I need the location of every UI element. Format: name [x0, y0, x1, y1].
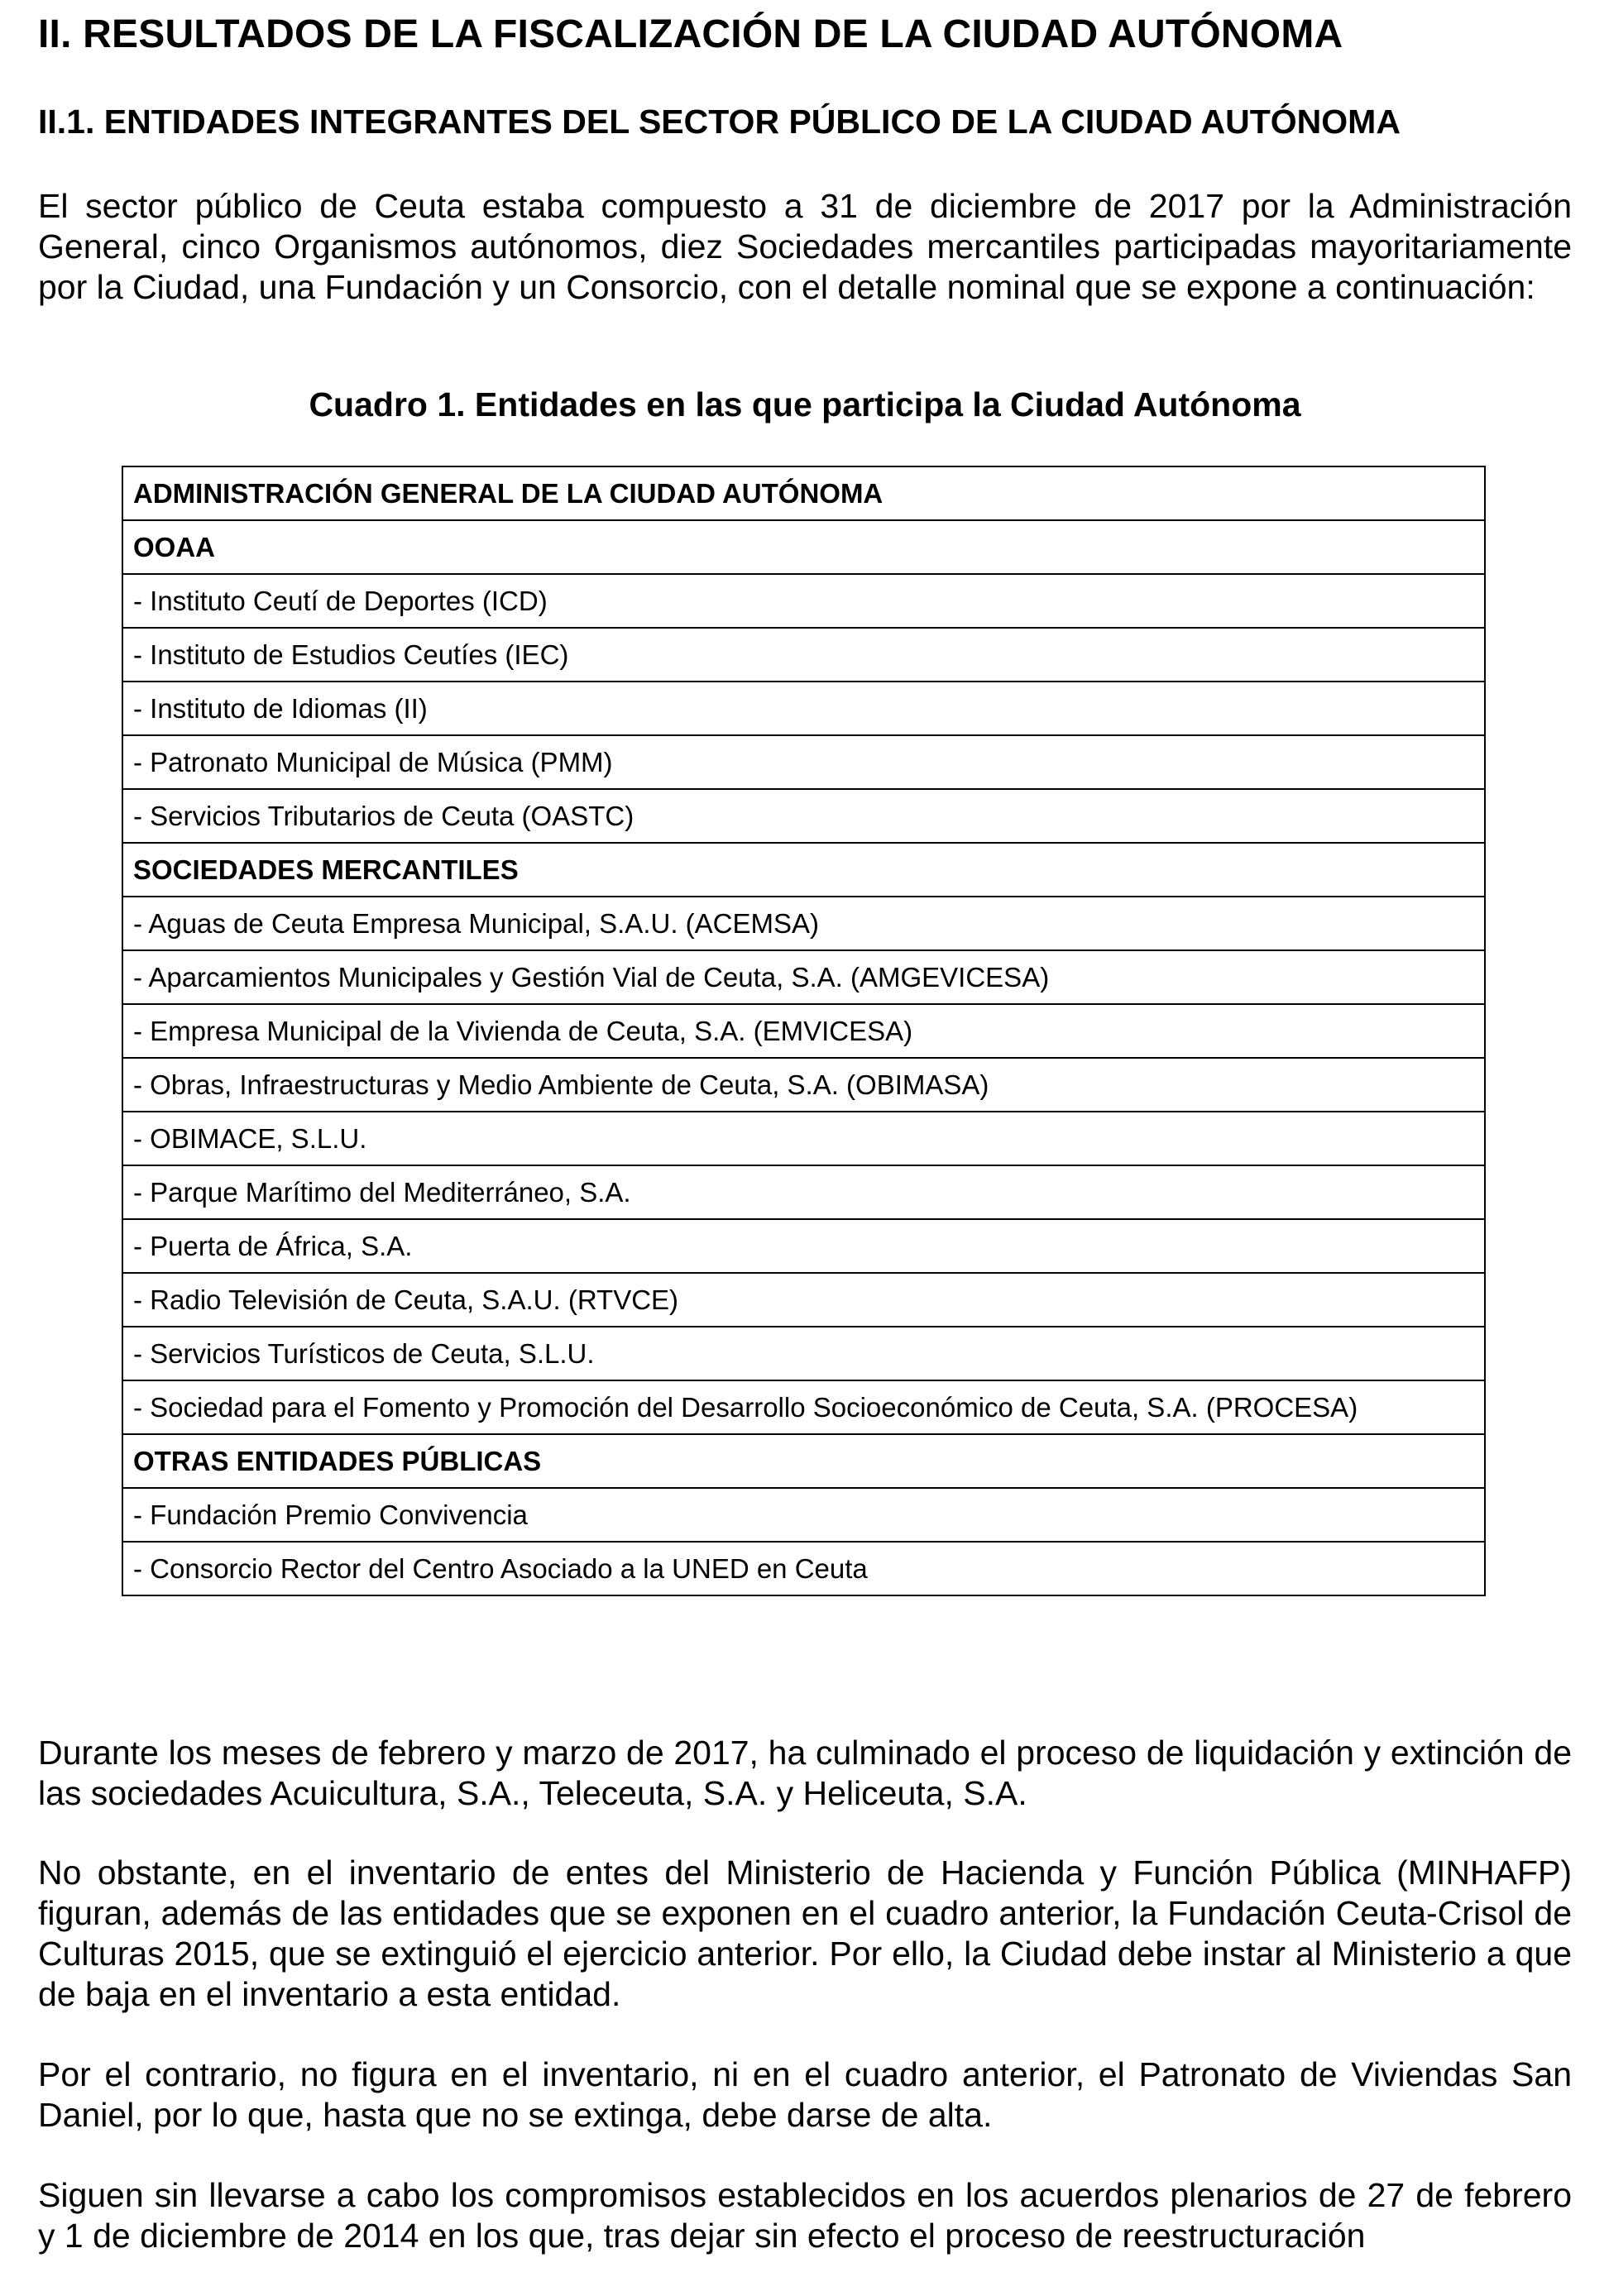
table-row — [122, 1004, 1485, 1058]
table-row — [122, 1058, 1485, 1112]
table-row — [122, 574, 1485, 628]
table-row — [122, 735, 1485, 789]
entity-cell: - Patronato Municipal de Música (PMM) — [122, 735, 1485, 789]
intro-paragraph: El sector público de Ceuta estaba compuesto a 31 de diciembre de 2017 por la Administración General, cinco Organismos autónomos, diez Sociedades mercantiles participadas mayoritariamente por la Ciudad, una Fundación y un Consorcio, con el detalle nominal que se expone a continuación: — [38, 187, 1572, 306]
entity-cell: - Servicios Turísticos de Ceuta, S.L.U. — [122, 1327, 1485, 1380]
table-row — [122, 1380, 1485, 1434]
table-row — [122, 628, 1485, 682]
entity-cell: - Servicios Tributarios de Ceuta (OASTC) — [122, 789, 1485, 843]
table-row — [122, 682, 1485, 735]
entity-cell: - Consorcio Rector del Centro Asociado a la UNED en Ceuta — [122, 1542, 1485, 1595]
table-row — [122, 1273, 1485, 1327]
table-row — [122, 789, 1485, 843]
paragraph-liquidation: Durante los meses de febrero y marzo de 2017, ha culminado el proceso de liquidación y extinción de las sociedades Acuicultura, S.A., Teleceuta, S.A. y Heliceuta, S.A. — [38, 1734, 1572, 1812]
entity-cell: - OBIMACE, S.L.U. — [122, 1112, 1485, 1165]
table-section-row — [122, 1434, 1485, 1488]
entities-table-body — [122, 466, 1485, 1595]
entity-cell: - Sociedad para el Fomento y Promoción del Desarrollo Socioeconómico de Ceuta, S.A. (PROCESA) — [122, 1380, 1485, 1434]
table-row — [122, 1112, 1485, 1165]
paragraph-commitments: Siguen sin llevarse a cabo los compromisos establecidos en los acuerdos plenarios de 27 de febrero y 1 de diciembre de 2014 en los que, tras dejar sin efecto el proceso de reestructuración — [38, 2176, 1572, 2255]
entity-cell: - Instituto Ceutí de Deportes (ICD) — [122, 574, 1485, 628]
entity-cell: - Instituto de Estudios Ceutíes (IEC) — [122, 628, 1485, 682]
table-row — [122, 1219, 1485, 1273]
section-title-cell: OTRAS ENTIDADES PÚBLICAS — [122, 1434, 1485, 1488]
entity-cell: - Empresa Municipal de la Vivienda de Ceuta, S.A. (EMVICESA) — [122, 1004, 1485, 1058]
entity-cell: - Obras, Infraestructuras y Medio Ambiente de Ceuta, S.A. (OBIMASA) — [122, 1058, 1485, 1112]
table-row — [122, 1165, 1485, 1219]
section-title-cell: SOCIEDADES MERCANTILES — [122, 843, 1485, 897]
table-section-row — [122, 843, 1485, 897]
entity-cell: - Puerta de África, S.A. — [122, 1219, 1485, 1273]
table-section-row — [122, 520, 1485, 574]
entities-table — [122, 466, 1486, 1596]
entity-cell: - Instituto de Idiomas (II) — [122, 682, 1485, 735]
entity-cell: - Aguas de Ceuta Empresa Municipal, S.A.U. (ACEMSA) — [122, 897, 1485, 950]
table-caption: Cuadro 1. Entidades en las que participa la Ciudad Autónoma — [309, 385, 1301, 423]
table-row — [122, 950, 1485, 1004]
paragraph-inventory: No obstante, en el inventario de entes del Ministerio de Hacienda y Función Pública (MINHAFP) figuran, además de las entidades que se exponen en el cuadro anterior, la Fundación Ceuta-Crisol de Culturas 2015, que se extinguió el ejercicio anterior. Por ello, la Ciudad debe instar al Ministerio a que de baja en el inventario a esta entidad. — [38, 1854, 1572, 2013]
table-section-row — [122, 466, 1485, 520]
entity-cell: - Aparcamientos Municipales y Gestión Vial de Ceuta, S.A. (AMGEVICESA) — [122, 950, 1485, 1004]
section-title-cell: OOAA — [122, 520, 1485, 574]
entity-cell: - Radio Televisión de Ceuta, S.A.U. (RTVCE) — [122, 1273, 1485, 1327]
paragraph-patronato: Por el contrario, no figura en el inventario, ni en el cuadro anterior, el Patronato de Viviendas San Daniel, por lo que, hasta que no se extinga, debe darse de alta. — [38, 2055, 1572, 2134]
subsection-heading: II.1. ENTIDADES INTEGRANTES DEL SECTOR PÚBLICO DE LA CIUDAD AUTÓNOMA — [38, 103, 1401, 141]
section-heading: II. RESULTADOS DE LA FISCALIZACIÓN DE LA CIUDAD AUTÓNOMA — [38, 12, 1343, 56]
table-row — [122, 1542, 1485, 1595]
table-row — [122, 1488, 1485, 1542]
entity-cell: - Parque Marítimo del Mediterráneo, S.A. — [122, 1165, 1485, 1219]
table-row — [122, 1327, 1485, 1380]
entity-cell: - Fundación Premio Convivencia — [122, 1488, 1485, 1542]
section-title-cell: ADMINISTRACIÓN GENERAL DE LA CIUDAD AUTÓNOMA — [122, 466, 1485, 520]
table-row — [122, 897, 1485, 950]
